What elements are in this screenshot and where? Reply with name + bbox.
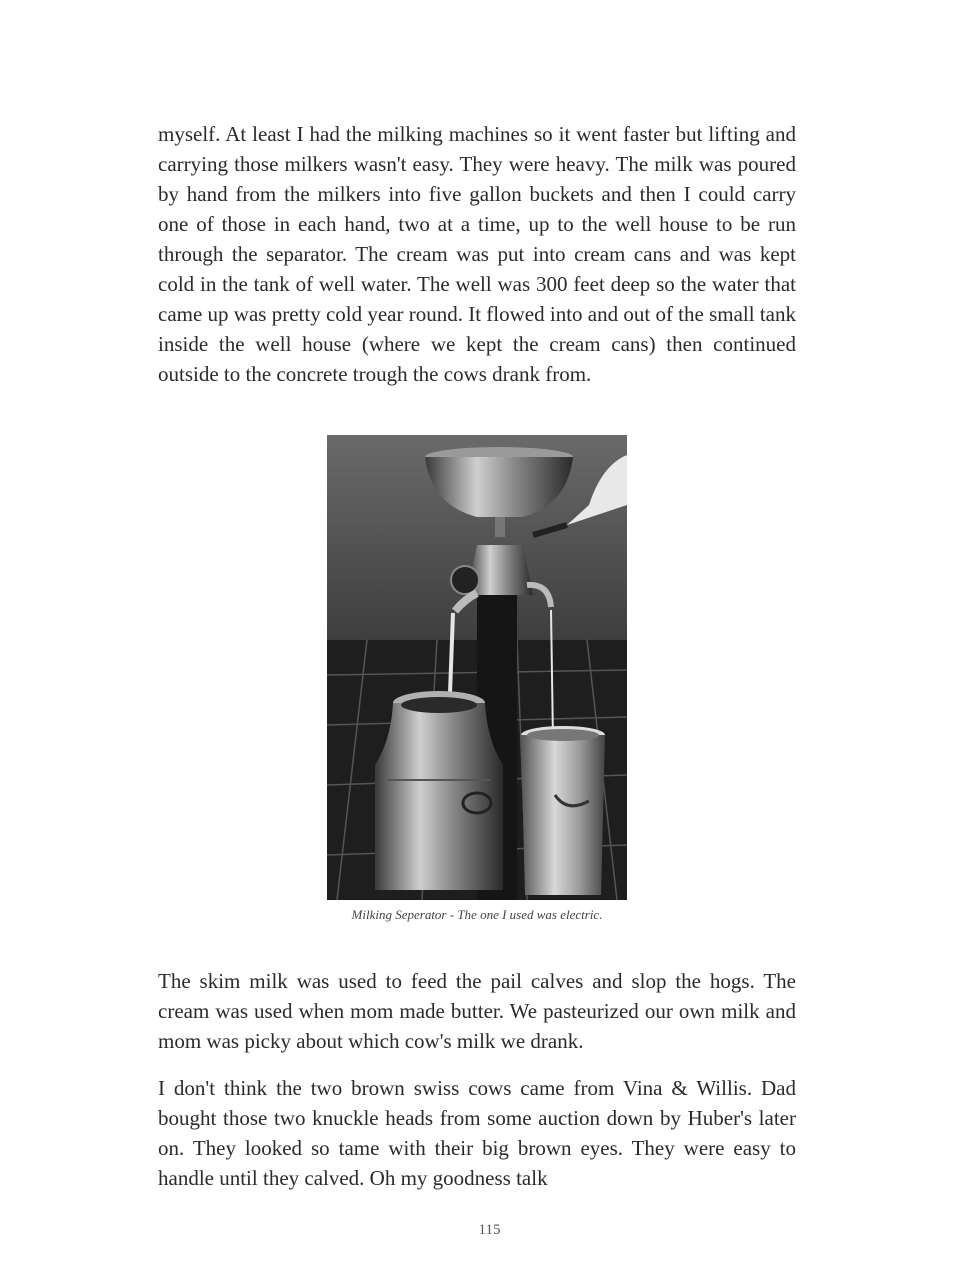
body-paragraph-1: myself. At least I had the milking machines so it went faster but lifting and carrying those milkers wasn't easy. They were heavy. The milk was poured by hand from the milkers into five gallon buckets and then I could carry one of those in each hand, two at a time, up to the well house to be run through the separator. The cream was put into cream cans and was kept cold in the tank of well water. The well was 300 feet deep so the water that came up was pretty cold year round. It flowed into and out of the small tank inside the well house (where we kept the cream cans) then continued outside to the concrete trough the cows drank from. [158,122,796,386]
body-paragraph-3: I don't think the two brown swiss cows came from Vina & Willis. Dad bought those two knuckle heads from some auction down by Huber's later on. They looked so tame with their big brown eyes. They were easy to handle until they calved. Oh my goodness talk [158,1076,796,1190]
figure-caption: Milking Seperator - The one I used was electric. [351,907,603,922]
milk-separator-photo [327,435,627,900]
page-number: 115 [478,1222,501,1238]
body-paragraph-2: The skim milk was used to feed the pail calves and slop the hogs. The cream was used when mom made butter. We pasteurized our own milk and mom was picky about which cow's milk we drank. [158,969,796,1053]
